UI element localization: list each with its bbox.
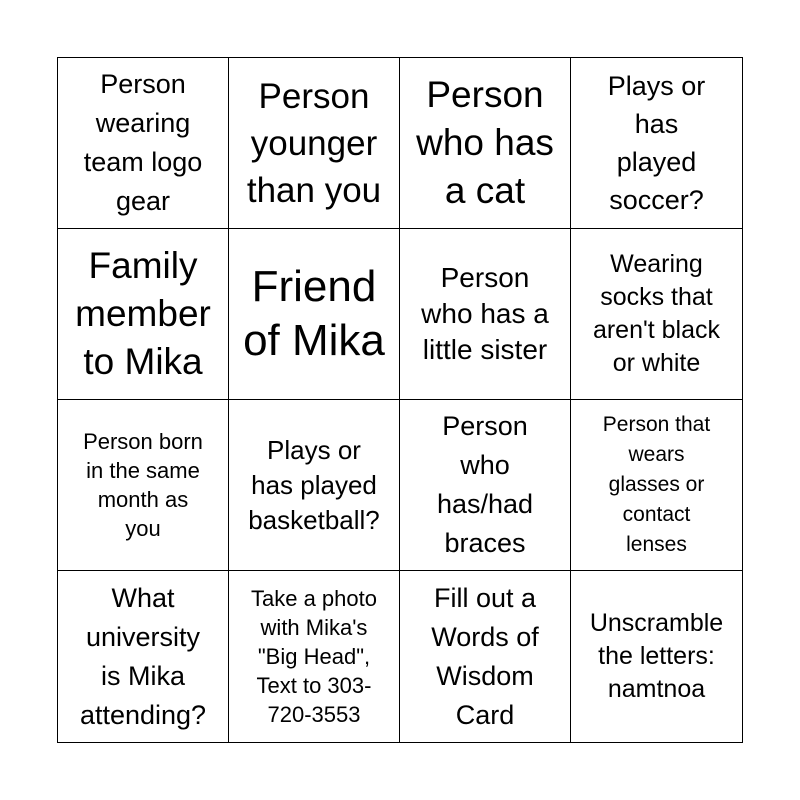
bingo-cell-9[interactable] xyxy=(58,400,229,571)
bingo-cell-11[interactable] xyxy=(400,400,571,571)
cell-text: Unscramble the letters: namtnoa xyxy=(589,609,724,703)
cell-text: Wearing socks that aren't black or white xyxy=(592,250,721,377)
bingo-cell-4[interactable] xyxy=(571,58,742,229)
cell-text: Plays or has played basketball? xyxy=(248,434,380,535)
cell-text: Fill out a Words of Wisdom Card xyxy=(431,582,539,730)
cell-text: Person wearing team logo gear xyxy=(83,69,203,216)
bingo-cell-13[interactable] xyxy=(58,571,229,742)
bingo-cell-8[interactable] xyxy=(571,229,742,400)
cell-text: Person that wears glasses or contact lenses xyxy=(602,413,711,556)
bingo-cell-12[interactable] xyxy=(571,400,742,571)
bingo-cell-3[interactable] xyxy=(400,58,571,229)
cell-text: Person who has a cat xyxy=(416,74,554,211)
bingo-cell-2[interactable] xyxy=(229,58,400,229)
bingo-cell-15[interactable] xyxy=(400,571,571,742)
bingo-cell-14[interactable] xyxy=(229,571,400,742)
cell-text: Plays or has played soccer? xyxy=(607,71,706,215)
cell-text: Person who has a little sister xyxy=(421,262,549,365)
cell-text: Take a photo with Mika's "Big Head", Text to 303- 720-3553 xyxy=(251,586,377,727)
bingo-cell-1[interactable] xyxy=(58,58,229,229)
cell-text: Person born in the same month as you xyxy=(83,429,203,541)
cell-text: Person younger than you xyxy=(246,76,382,210)
bingo-cell-16[interactable] xyxy=(571,571,742,742)
cell-text: Friend of Mika xyxy=(243,262,385,365)
bingo-cell-6[interactable] xyxy=(229,229,400,400)
bingo-board xyxy=(57,57,743,743)
bingo-cell-5[interactable] xyxy=(58,229,229,400)
cell-text: Person who has/had braces xyxy=(436,411,534,558)
cell-text: What university is Mika attending? xyxy=(79,582,207,730)
cell-text: Family member to Mika xyxy=(75,245,211,382)
bingo-cell-7[interactable] xyxy=(400,229,571,400)
bingo-cell-10[interactable] xyxy=(229,400,400,571)
